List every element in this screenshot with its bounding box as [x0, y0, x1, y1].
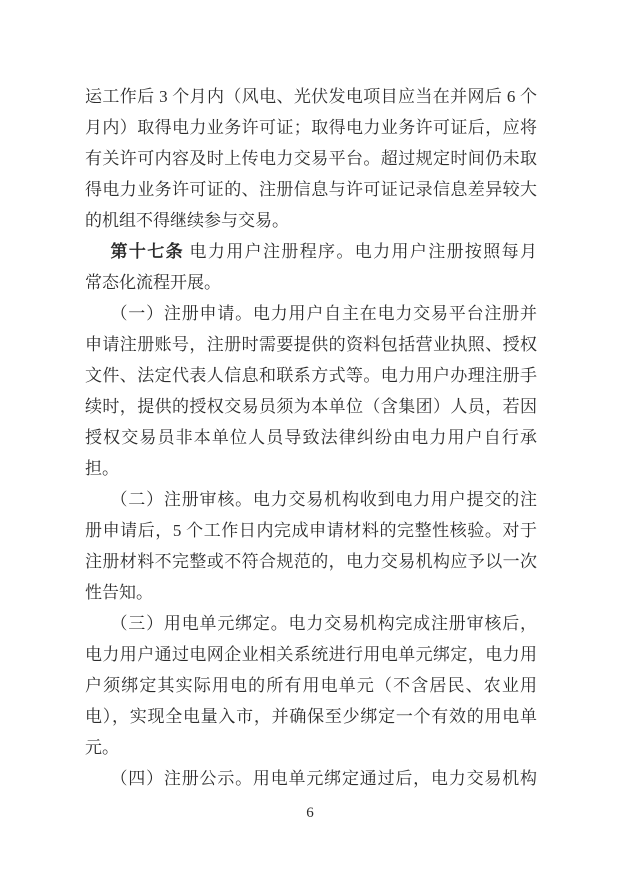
- line-text: 担。: [85, 459, 119, 478]
- line-text: 性告知。: [85, 583, 153, 602]
- line-text: （二）注册审核。电力交易机构收到电力用户提交的注: [110, 490, 537, 509]
- text-line: [85, 205, 537, 236]
- text-line: [85, 298, 537, 329]
- text-line: [85, 329, 537, 360]
- line-text: （一）注册申请。电力用户自主在电力交易平台注册并: [110, 304, 537, 323]
- text-line: [85, 267, 537, 298]
- line-text: 申请注册账号，注册时需要提供的资料包括营业执照、授权: [85, 335, 537, 354]
- page-number: 6: [306, 805, 314, 821]
- text-line: [85, 763, 537, 794]
- text-line: [85, 143, 537, 174]
- text-line: [85, 360, 537, 391]
- line-text: 运工作后 3 个月内（风电、光伏发电项目应当在并网后 6 个: [85, 87, 537, 106]
- text-line: [85, 422, 537, 453]
- article-heading-line: [85, 236, 537, 267]
- line-text: 续时，提供的授权交易员须为本单位（含集团）人员，若因: [85, 397, 537, 416]
- text-line: [85, 174, 537, 205]
- line-text: 有关许可内容及时上传电力交易平台。超过规定时间仍未取: [85, 149, 537, 168]
- text-line: [85, 732, 537, 763]
- text-line: [85, 608, 537, 639]
- text-line: [85, 639, 537, 670]
- text-line: [85, 453, 537, 484]
- line-text: 常态化流程开展。: [85, 273, 221, 292]
- line-text: 电力用户通过电网企业相关系统进行用电单元绑定，电力用: [85, 645, 537, 664]
- text-line: [85, 112, 537, 143]
- line-text: 元。: [85, 738, 119, 757]
- body-text: [85, 81, 537, 794]
- line-text: 电力用户注册程序。电力用户注册按照每月: [183, 242, 537, 261]
- text-line: [85, 515, 537, 546]
- text-line: [85, 577, 537, 608]
- text-line: [85, 484, 537, 515]
- line-text: （四）注册公示。用电单元绑定通过后，电力交易机构: [110, 769, 537, 788]
- line-text: 注册材料不完整或不符合规范的，电力交易机构应予以一次: [85, 552, 537, 571]
- line-text: 授权交易员非本单位人员导致法律纠纷由电力用户自行承: [85, 428, 537, 447]
- text-line: [85, 391, 537, 422]
- line-text: 文件、法定代表人信息和联系方式等。电力用户办理注册手: [85, 366, 537, 385]
- text-line: [85, 546, 537, 577]
- line-text: 得电力业务许可证的、注册信息与许可证记录信息差异较大: [85, 180, 537, 199]
- line-text: （三）用电单元绑定。电力交易机构完成注册审核后，: [110, 614, 537, 633]
- text-line: [85, 81, 537, 112]
- line-text: 月内）取得电力业务许可证；取得电力业务许可证后，应将: [85, 118, 537, 137]
- line-text: 册申请后，5 个工作日内完成申请材料的完整性核验。对于: [85, 521, 537, 540]
- text-line: [85, 670, 537, 701]
- line-text: 电），实现全电量入市，并确保至少绑定一个有效的用电单: [85, 707, 537, 726]
- article-number: 第十七条: [110, 242, 184, 261]
- text-line: [85, 701, 537, 732]
- line-text: 的机组不得继续参与交易。: [85, 211, 289, 230]
- line-text: 户须绑定其实际用电的所有用电单元（不含居民、农业用: [85, 676, 537, 695]
